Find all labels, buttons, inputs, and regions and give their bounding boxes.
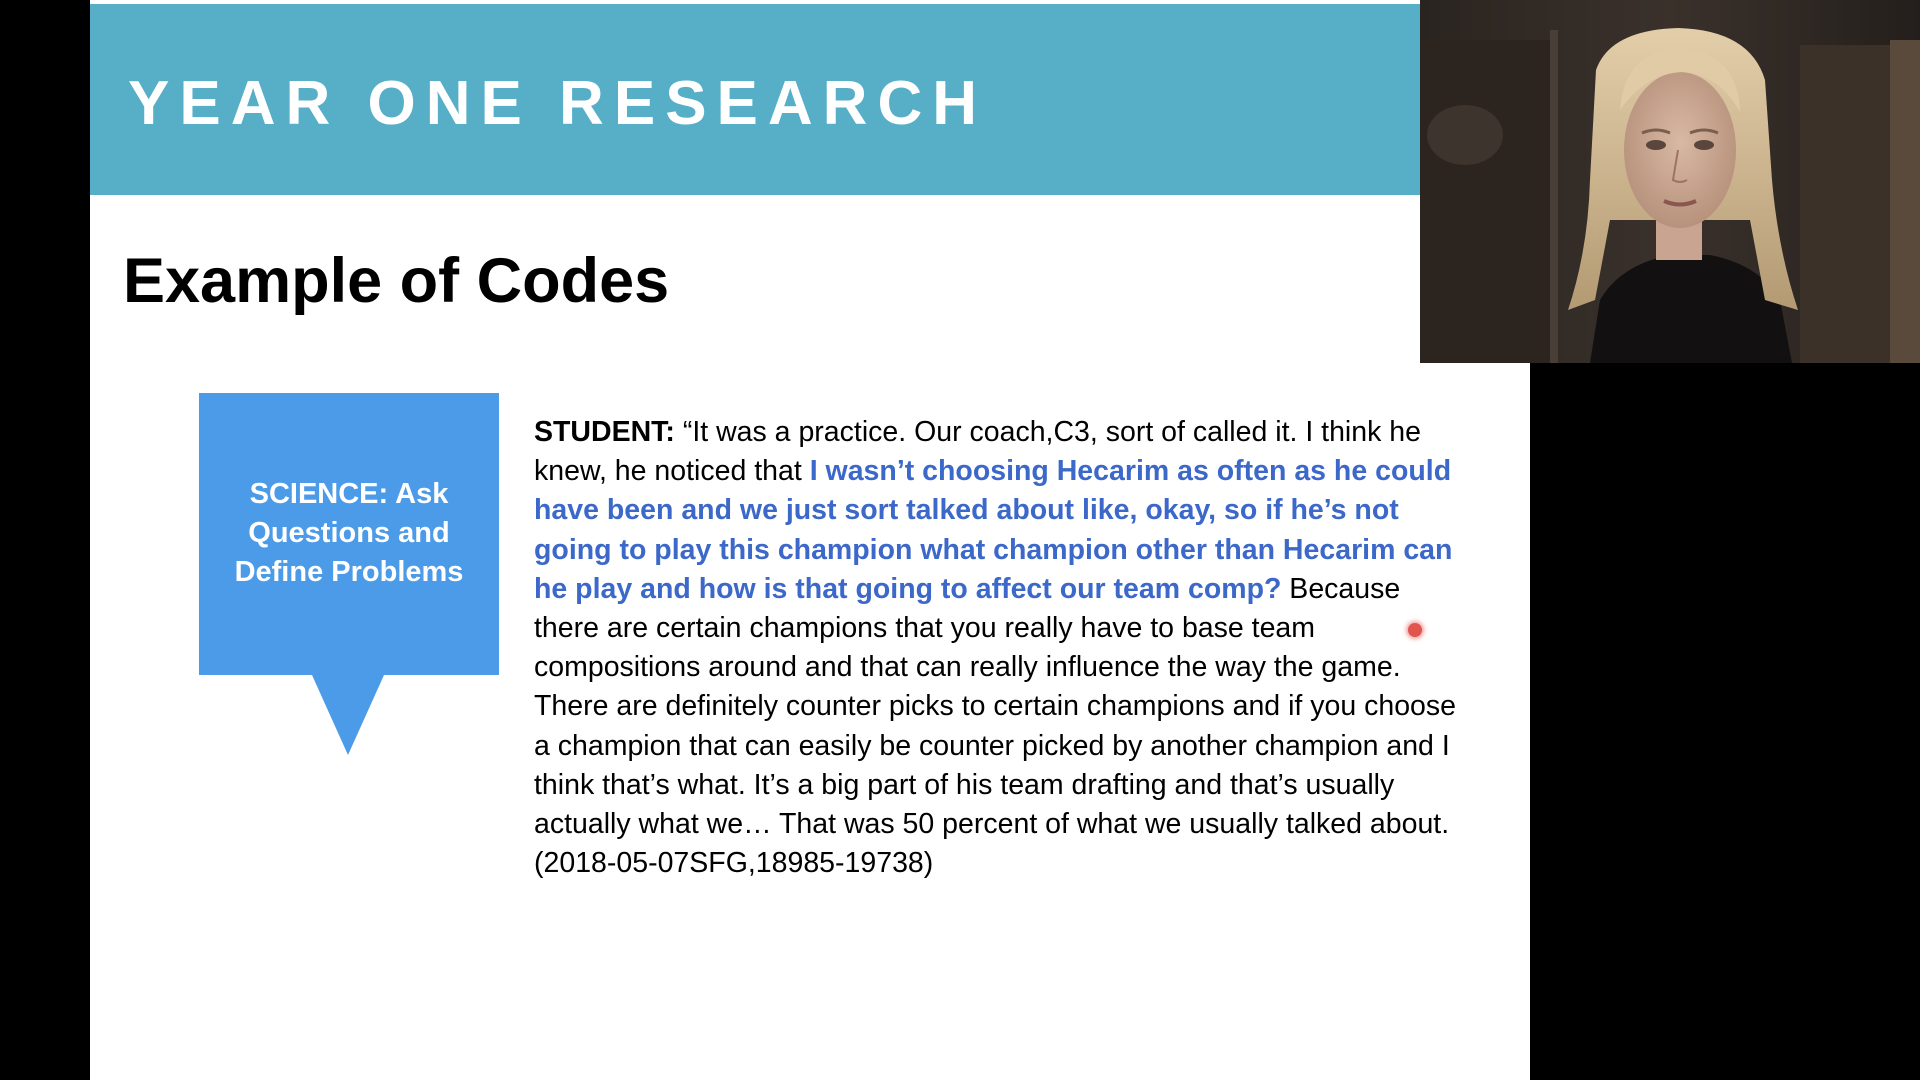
quote-speaker: STUDENT: — [534, 416, 675, 448]
presenter-webcam-image — [1420, 0, 1920, 363]
callout-pointer — [312, 675, 384, 755]
student-quote — [534, 413, 1464, 883]
slide-header-title: YEAR ONE RESEARCH — [128, 69, 987, 138]
presenter-video-feed[interactable] — [1420, 0, 1920, 363]
presentation-slide — [90, 0, 1530, 1080]
quote-text-before: “It was a practice. Our coach,C3, sort of called it. I think he knew, he noticed that — [534, 416, 1421, 488]
slide-heading: Example of Codes — [123, 246, 670, 316]
quote-highlight: I wasn’t choosing Hecarim as often as he could have been and we just sort talked about like, okay, so if he’s not going to play this champion what champion other than Hecarim can he play and how is that going to affect our team comp? — [534, 455, 1453, 605]
laser-pointer-dot — [1408, 623, 1422, 637]
slide-header-bar — [90, 4, 1420, 195]
callout-label: SCIENCE: Ask Questions and Define Problems — [234, 478, 464, 588]
quote-text-after: Because there are certain champions that you really have to base team compositions around and that can really influence the way the game. There are definitely counter picks to certain champions and if you choose a champion that can easily be counter picked by another champion and I think that’s what. It’s a big part of his team drafting and that’s usually actually what we… That was 50 percent of what we usually talked about. (2018-05-07SFG,18985-19738) — [534, 572, 1457, 880]
code-callout — [199, 393, 499, 758]
